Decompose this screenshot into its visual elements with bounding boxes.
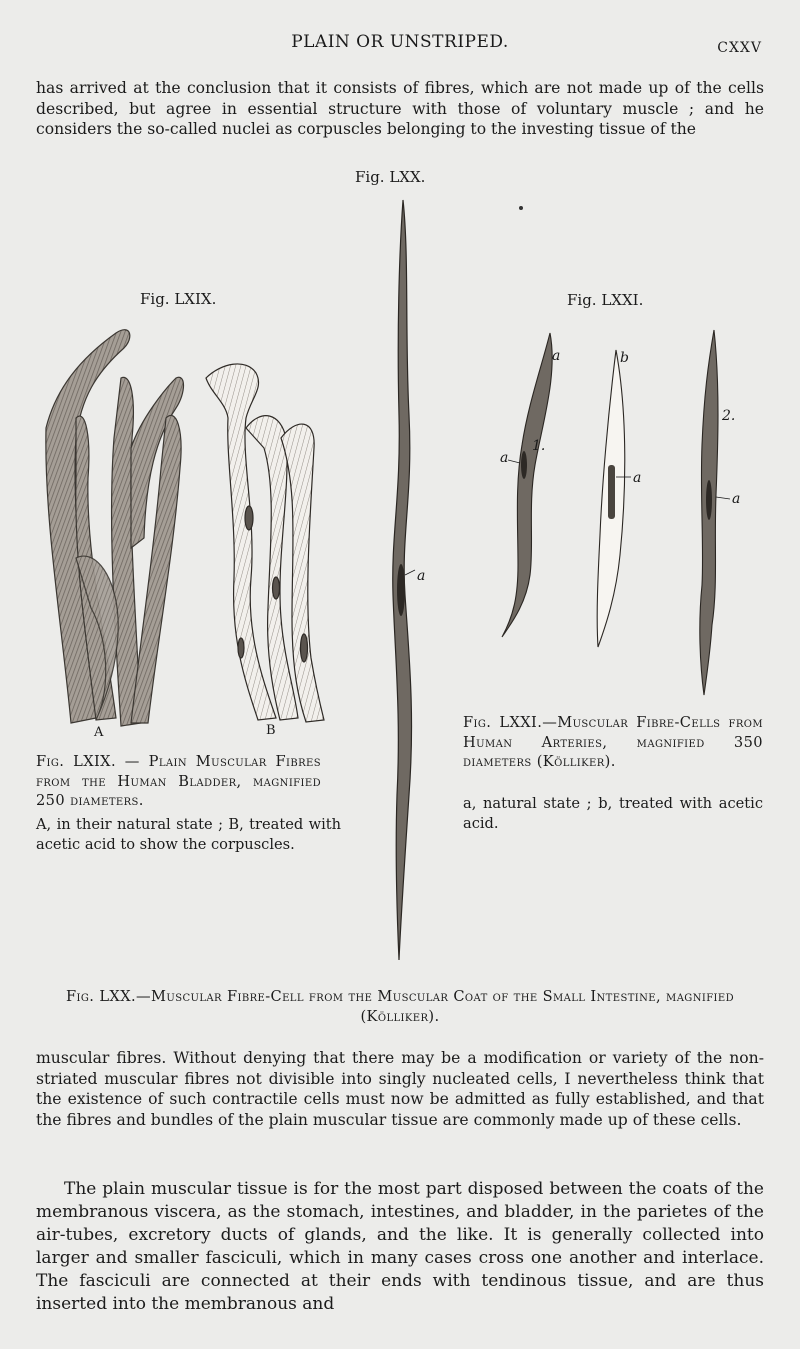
fig-lxxi-letter-b-top: b <box>620 350 629 366</box>
fig-lxxi-label: Fig. LXXI. <box>567 291 644 309</box>
fig-lxix-letter-a: A <box>94 725 104 740</box>
fig-lxxi-num-1: 1. <box>532 438 546 454</box>
fig-lxix-label: Fig. LXIX. <box>140 290 217 308</box>
page-number: CXXV <box>717 40 762 56</box>
fig-lxxi-caption-title: Fig. LXXI.—Muscular Fibre-Cells from Human Arteries, magnified 350 diameters (Kölliker). <box>463 714 763 770</box>
fig-lxix-illustration <box>36 318 336 743</box>
fig-lxx-letter-a: a <box>417 568 426 584</box>
printer-dot <box>519 206 523 210</box>
fibre-cell-1 <box>502 333 552 637</box>
fig-lxxi-letter-a-2: a <box>732 491 741 507</box>
fig-lxxi-letter-a-top: a <box>552 348 561 364</box>
intro-paragraph: has arrived at the conclusion that it consists of fibres, which are not made up of the cells described, but agree in essential structure with those of voluntary muscle ; and he considers the so-called nuclei as corpuscles belonging to the investing tissue of the <box>36 79 764 138</box>
fig-lxxi-caption-body: a, natural state ; b, treated with acetic acid. <box>463 795 763 832</box>
fig-lxx-label: Fig. LXX. <box>355 168 426 186</box>
fibre-group-b <box>206 364 324 722</box>
fig-lxx-illustration <box>375 195 435 965</box>
final-paragraph: The plain muscular tissue is for the most part disposed between the coats of the membranous viscera, as the stomach, intestines, and bladder, in the parietes of the air-tubes, excretory ducts of glands, and the like. It is generally collected into larger and smaller fasciculi, which in many cases cross one another and interlace. The fasciculi are connected at their ends with tendinous tissue, and are thus inserted into the membranous and <box>36 1179 764 1314</box>
running-header: PLAIN OR UNSTRIPED. <box>291 32 509 52</box>
fig-lxxi-letter-a-b: a <box>633 470 642 486</box>
middle-paragraph: muscular fibres. Without denying that there may be a modification or variety of the non-striated muscular fibres not divisible into singly nucleated cells, I nevertheless think that the existence of such contractile cells must now be admitted as fully established, and that the fibres and bundles of the plain muscular tissue are commonly made up of these cells. <box>36 1049 764 1129</box>
fig-lxx-caption: Fig. LXX.—Muscular Fibre-Cell from the Muscular Coat of the Small Intestine, magnified (Kölliker). <box>65 988 735 1025</box>
fig-lxix-letter-b: B <box>266 723 276 738</box>
nucleus-lxx <box>397 564 405 616</box>
fig-lxxi-letter-a-1: a <box>500 450 509 466</box>
fig-lxxi-num-2: 2. <box>722 408 736 424</box>
fig-lxix-caption-body: A, in their natural state ; B, treated with acetic acid to show the corpuscles. <box>36 816 341 853</box>
fig-lxxi-illustration <box>490 325 750 705</box>
fibre-group-a <box>46 330 184 726</box>
fig-lxix-caption-title: Fig. LXIX. — Plain Muscular Fibres from the Human Bladder, magnified 250 diameters. <box>36 753 321 809</box>
